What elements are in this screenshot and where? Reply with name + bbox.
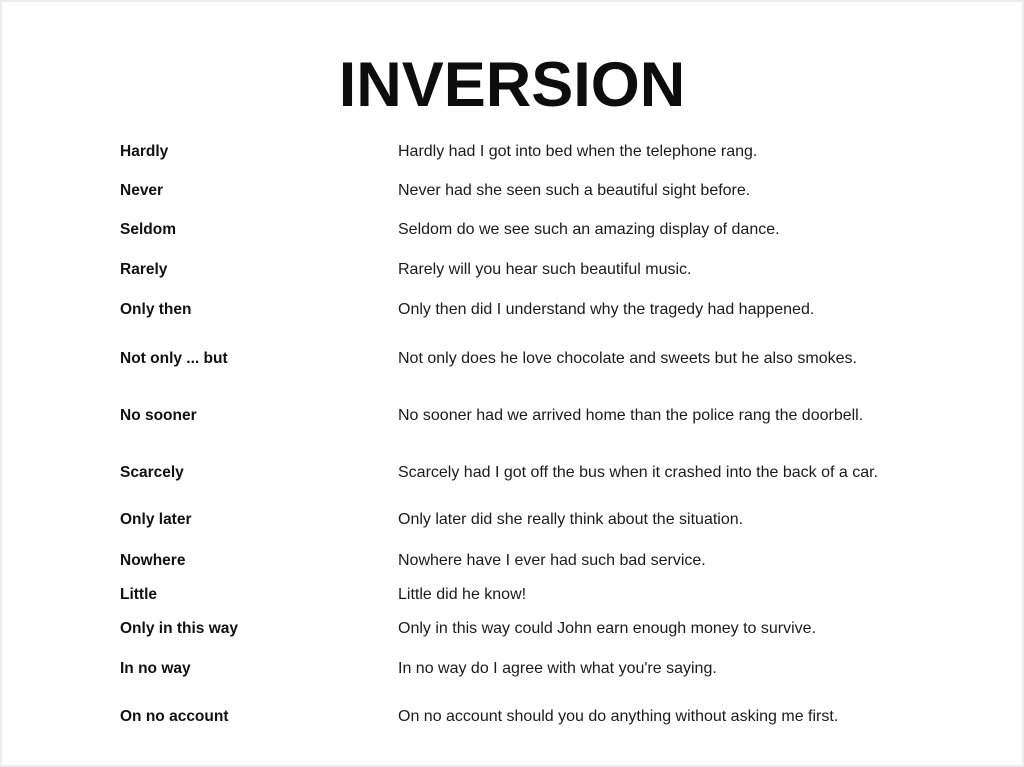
- inversion-term: Only then: [120, 301, 192, 319]
- list-item: [2, 463, 1022, 483]
- example-sentence: No sooner had we arrived home than the police rang the doorbell.: [398, 407, 864, 425]
- inversion-term: Hardly: [120, 143, 169, 161]
- inversion-term: Scarcely: [120, 464, 184, 482]
- example-sentence: Only later did she really think about the situation.: [398, 511, 744, 529]
- inversion-term: No sooner: [120, 407, 197, 425]
- example-sentence: Little did he know!: [398, 586, 527, 604]
- list-item: [2, 349, 1022, 369]
- example-sentence: Never had she seen such a beautiful sight before.: [398, 182, 751, 200]
- inversion-term: Little: [120, 586, 158, 604]
- list-item: [2, 220, 1022, 240]
- inversion-term: On no account: [120, 708, 229, 726]
- list-item: [2, 142, 1022, 162]
- inversion-term: Not only ... but: [120, 350, 228, 368]
- list-item: [2, 181, 1022, 201]
- inversion-term: Never: [120, 182, 164, 200]
- list-item: [2, 300, 1022, 320]
- example-sentence: On no account should you do anything without asking me first.: [398, 708, 839, 726]
- list-item: [2, 619, 1022, 639]
- list-item: [2, 260, 1022, 280]
- list-item: [2, 510, 1022, 530]
- inversion-term: Only in this way: [120, 620, 238, 638]
- inversion-list: [2, 142, 1022, 727]
- list-item: [2, 707, 1022, 727]
- page-title: INVERSION: [338, 50, 686, 120]
- example-sentence: Nowhere have I ever had such bad service.: [398, 552, 706, 570]
- list-item: [2, 659, 1022, 679]
- list-item: [2, 406, 1022, 426]
- example-sentence: Not only does he love chocolate and sweets but he also smokes.: [398, 350, 857, 368]
- example-sentence: Only then did I understand why the tragedy had happened.: [398, 301, 815, 319]
- example-sentence: Only in this way could John earn enough money to survive.: [398, 620, 817, 638]
- list-item: [2, 585, 1022, 605]
- example-sentence: Seldom do we see such an amazing display of dance.: [398, 221, 780, 239]
- list-item: [2, 551, 1022, 571]
- inversion-term: Nowhere: [120, 552, 186, 570]
- inversion-term: Rarely: [120, 261, 168, 279]
- example-sentence: Hardly had I got into bed when the telephone rang.: [398, 143, 758, 161]
- example-sentence: Scarcely had I got off the bus when it crashed into the back of a car.: [398, 464, 878, 482]
- example-sentence: In no way do I agree with what you're saying.: [398, 660, 717, 678]
- inversion-term: Only later: [120, 511, 192, 529]
- example-sentence: Rarely will you hear such beautiful music.: [398, 261, 692, 279]
- inversion-term: In no way: [120, 660, 191, 678]
- inversion-term: Seldom: [120, 221, 176, 239]
